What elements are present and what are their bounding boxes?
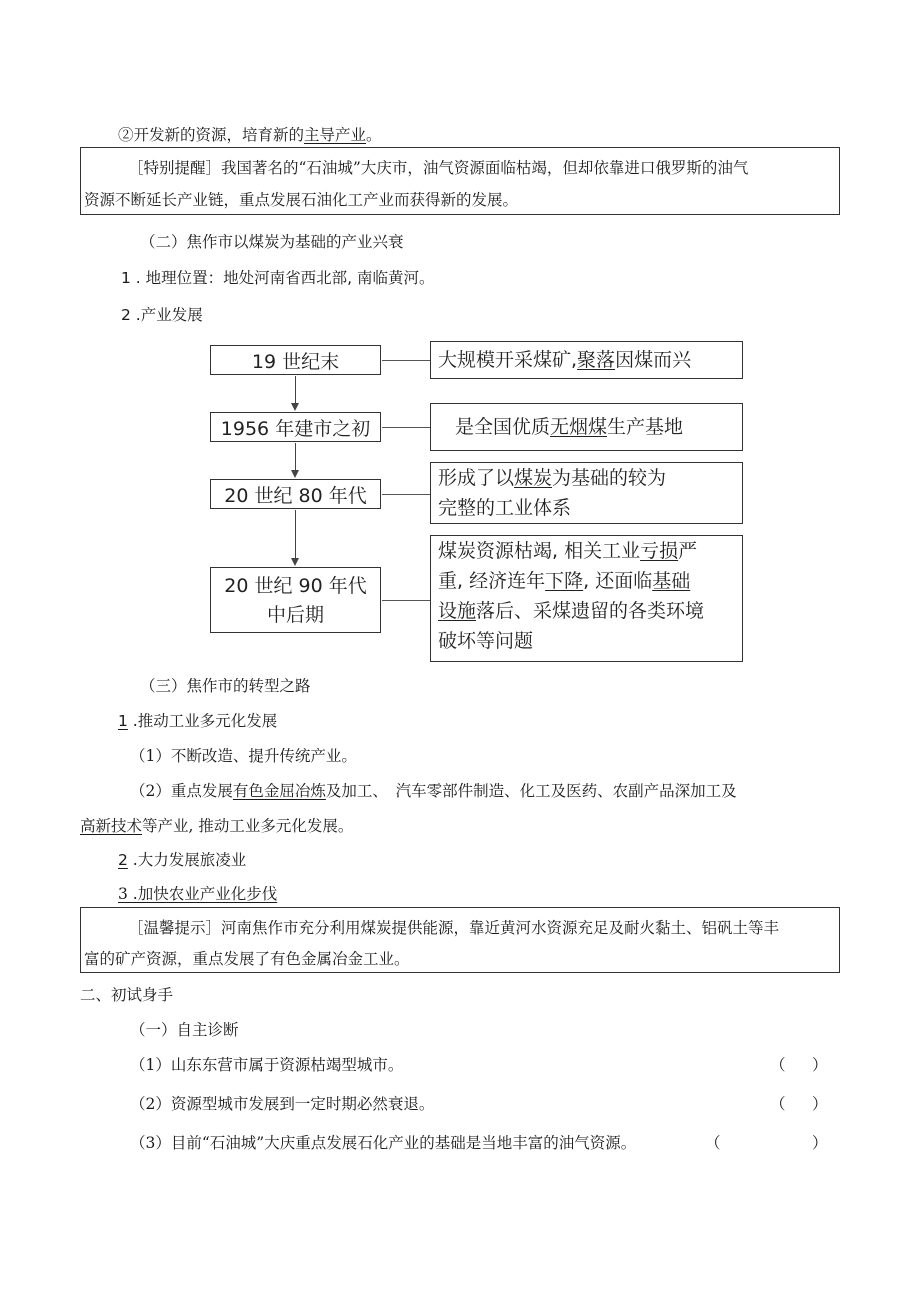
flow-desc-2-pre: 是全国优质 [455,416,551,438]
question-3: （3）目前“石油城”大庆重点发展石化产业的基础是当地丰富的油气资源。 [130,1134,637,1152]
flow-box-1990s-label-1: 20 世纪 90 年代 [224,575,367,597]
answer-blank-3-open[interactable]: （ [705,1134,721,1152]
answer-blank-2-open[interactable]: （ [770,1095,786,1113]
question-1: （1）山东东营市属于资源枯竭型城市。 [130,1056,404,1074]
item-2-develop-resources [118,125,382,145]
item-2-text: ②开发新的资源，培育新的 [118,126,305,144]
flow-desc-4-line2 [438,569,690,593]
flow-desc-2-blank: 无烟煤 [550,416,608,438]
answer-blank-3-close: ） [812,1134,828,1152]
answer-blank-1-close: ） [812,1056,828,1074]
flow-arrow-line-3 [295,510,296,558]
industry-development-heading: 2 .产业发展 [121,306,203,324]
flow-arrowhead-2 [291,470,299,478]
flow-arrowhead-3 [291,558,299,566]
flow-box-1956-label: 1956 年建市之初 [220,417,371,440]
answer-blank-2-close: ） [812,1095,828,1113]
transform-item-2-text: .大力发展旅凌业 [127,851,247,869]
item-2-end: 。 [366,126,382,144]
flow-desc-4-l1-pre: 煤炭资源枯竭, 相关工业 [438,540,641,562]
geo-location-paragraph: 1 . 地理位置：地处河南省西北部, 南临黄河。 [121,269,435,287]
question-2: （2）资源型城市发展到一定时期必然衰退。 [130,1095,435,1113]
flow-arrow-line-2 [295,443,296,470]
answer-blank-1-open[interactable]: （ [770,1056,786,1074]
flow-box-1980s [210,479,381,509]
flow-box-1990s-label-2: 中后期 [266,604,324,626]
flow-desc-1990s [430,535,743,662]
flow-box-1956 [210,412,381,442]
flow-desc-3-post: 为基础的较为 [552,467,667,489]
flow-desc-3-line1 [438,466,666,490]
flow-desc-2-post: 生产基地 [607,416,684,438]
flow-box-1990s [210,567,381,633]
flow-desc-1980s [430,462,743,524]
warm-tip-line2: 富的矿产资源，重点发展了有色金属冶金工业。 [84,950,410,968]
flow-desc-4-line3 [438,599,704,623]
flow-desc-4-l1-blank: 亏损 [640,540,679,562]
flow-desc-4-l3-post: 落后、采煤遗留的各类环境 [476,600,705,622]
flow-box-19th-century [210,345,381,375]
transform-item-1 [118,711,277,731]
transform-item-1c-blank: 高新技术 [80,817,143,835]
transform-item-1b-pre: （2）重点发展 [130,782,233,800]
transform-item-3-text: 3 .加快农业产业化步伐 [118,885,278,903]
transform-item-2 [118,850,246,870]
flow-connector-2 [382,427,430,428]
warm-tip-line1: ［温馨提示］河南焦作市充分利用煤炭提供能源，靠近黄河水资源充足及耐火黏土、铝矾土等丰 [128,919,780,937]
flow-connector-3 [382,494,430,495]
flow-desc-1-pre: 大规模开采煤矿, [438,349,578,371]
item-2-underlined: 主导产业 [304,126,367,144]
flow-desc-3-pre: 形成了以 [438,467,515,489]
flow-desc-3-line2: 完整的工业体系 [438,497,572,519]
flow-desc-4-l1-post: 严 [678,540,698,562]
flow-desc-4-l3-blank: 设施 [438,600,477,622]
part-2-heading: 二、初试身手 [80,986,174,1004]
transform-item-1b [130,781,737,801]
flow-box-19th-century-label: 19 世纪末 [251,350,340,373]
transform-item-1c-post: 等产业, 推动工业多元化发展。 [142,817,354,835]
flow-desc-4-l2-mid: , 还面临 [583,570,653,592]
flow-desc-4-line4: 破坏等问题 [438,630,534,652]
flow-desc-4-l2-blank1: 下降 [545,570,584,592]
flow-desc-4-l2-blank2: 基础 [652,570,691,592]
flow-desc-1956 [430,403,743,451]
flow-desc-1-post: 因煤而兴 [615,349,692,371]
flow-arrow-line-1 [295,376,296,403]
flow-arrowhead-1 [291,403,299,411]
flow-desc-1-blank: 聚落 [577,349,616,371]
flow-desc-4-line1 [438,539,697,563]
flow-desc-1-text [438,348,691,372]
flow-connector-4 [382,600,430,601]
flow-connector-1 [382,360,430,361]
section-3-heading: （三）焦作市的转型之路 [140,677,311,695]
flow-desc-19th-century [430,341,743,379]
special-reminder-line1: ［特别提醒］我国著名的“石油城”大庆市，油气资源面临枯竭，但却依靠进口俄罗斯的油气 [128,159,749,177]
special-reminder-line2: 资源不断延长产业链，重点发展石油化工产业而获得新的发展。 [84,191,519,209]
transform-item-1c [80,816,353,836]
transform-item-1-number: 1 [118,712,128,730]
transform-item-1-text: .推动工业多元化发展 [127,712,278,730]
transform-item-3 [118,884,277,904]
transform-item-2-number: 2 [118,851,128,869]
flow-desc-4-l2-pre: 重, 经济连年 [438,570,546,592]
flow-desc-3-blank: 煤炭 [514,467,553,489]
section-2-heading: （二）焦作市以煤炭为基础的产业兴衰 [140,233,404,251]
flow-desc-2-text [455,415,683,439]
flow-box-1980s-label: 20 世纪 80 年代 [224,484,367,507]
self-diagnosis-heading: （一）自主诊断 [130,1021,239,1039]
transform-item-1b-post: 及加工、 汽车零部件制造、化工及医药、农副产品深加工及 [325,782,737,800]
transform-item-1b-blank: 有色金屈冶炼 [232,782,326,800]
transform-item-1a: （1）不断改造、提升传统产业。 [130,747,357,765]
